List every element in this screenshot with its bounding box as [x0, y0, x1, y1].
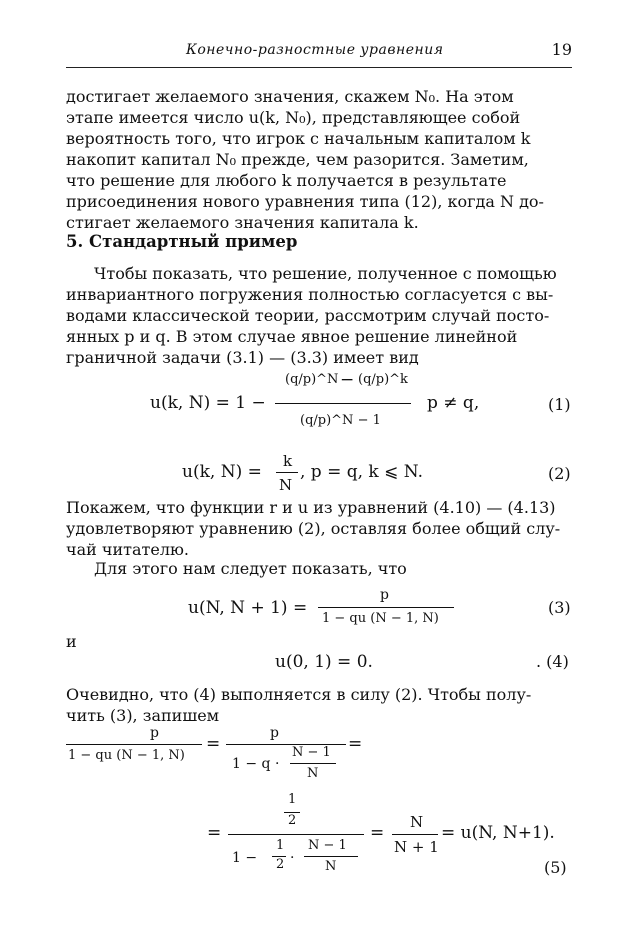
paragraph-4: [66, 558, 572, 579]
text-line: этапе имеется число u(k, N₀), представляющее собой: [66, 108, 521, 127]
eq4-text: u(0, 1) = 0.: [275, 652, 373, 672]
eq2-fraction-den: N: [279, 476, 293, 494]
eq3-fraction-num: p: [380, 587, 389, 603]
text-line: Очевидно, что (4) выполняется в силу (2). Чтобы полу-: [66, 685, 532, 704]
eq5-f2-den-den: N: [307, 766, 319, 781]
eq5-number: (5): [544, 858, 567, 877]
eq1-fraction-bar: [275, 403, 411, 404]
text-line: Для этого нам следует показать, что: [94, 559, 407, 578]
text-line: Покажем, что функции r и u из уравнений (4.10) — (4.13): [66, 498, 556, 517]
eq5-tail: = u(N, N+1).: [441, 823, 555, 843]
running-title: Конечно-разностные уравнения: [186, 42, 444, 58]
paragraph-1: [66, 86, 572, 233]
eq5-f3-den-den: N: [325, 859, 337, 874]
eq5-f3-den-num: N − 1: [308, 838, 347, 853]
eq3-lhs: u(N, N + 1) =: [188, 598, 308, 618]
text-line: водами классической теории, рассмотрим случай посто-: [66, 306, 550, 325]
eq1-condition: p ≠ q,: [427, 393, 480, 413]
eq2-fraction-bar: [276, 472, 298, 473]
conjunction-and: и: [66, 632, 77, 651]
text-line: присоединения нового уравнения типа (12), когда N до-: [66, 192, 544, 211]
eq5-equals-2: =: [348, 734, 363, 754]
text-line: достигает желаемого значения, скажем N₀. На этом: [66, 87, 514, 106]
eq5-equals-1: =: [206, 734, 221, 754]
text-line: накопит капитал N₀ прежде, чем разорится. Заметим,: [66, 150, 529, 169]
eq3-fraction-den: 1 − qu (N − 1, N): [322, 611, 439, 626]
eq5-f3-half-den: 2: [288, 813, 297, 828]
eq2-fraction-num: k: [283, 452, 293, 470]
eq5-f3-bar: [228, 834, 364, 835]
eq5-f2-den-num: N − 1: [292, 745, 331, 760]
eq1-numerator-left: (q/p)^N: [285, 372, 339, 387]
eq2-lhs: u(k, N) =: [182, 462, 262, 482]
eq5-f4-num: N: [410, 813, 424, 831]
eq1-lhs: u(k, N) = 1 −: [150, 393, 266, 413]
text-line: стигает желаемого значения капитала k.: [66, 213, 419, 232]
eq5-f4-den: N + 1: [394, 838, 439, 856]
eq5-f2-num: p: [270, 725, 279, 741]
eq5-f1-den: 1 − qu (N − 1, N): [68, 748, 185, 763]
text-line: удовлетворяют уравнению (2), оставляя более общий слу-: [66, 519, 561, 538]
eq1-minus: −: [340, 370, 355, 390]
eq5-f2-den-pre: 1 − q ·: [232, 756, 280, 772]
eq1-denominator: (q/p)^N − 1: [300, 413, 381, 428]
eq1-number: (1): [548, 395, 571, 414]
eq3-number: (3): [548, 598, 571, 617]
eq5-f2-den-bar: [290, 763, 336, 764]
paragraph-3: [66, 497, 572, 560]
eq1-numerator-right: (q/p)^k: [358, 372, 408, 387]
eq2-condition: , p = q, k ⩽ N.: [300, 462, 423, 482]
eq5-equals-3: =: [207, 823, 222, 843]
eq5-f3-dot: ·: [290, 850, 295, 866]
text-line: чай читателю.: [66, 540, 189, 559]
eq5-f1-num: p: [150, 725, 159, 741]
eq4-number: . (4): [536, 652, 569, 671]
text-line: инвариантного погружения полностью согласуется с вы-: [66, 285, 554, 304]
page-number: 19: [551, 40, 572, 59]
eq5-f3-den-bar: [304, 856, 358, 857]
eq2-number: (2): [548, 464, 571, 483]
eq5-f3-num: [282, 792, 304, 828]
paragraph-2: [66, 263, 572, 368]
header-rule: [66, 67, 572, 68]
text-line: Чтобы показать, что решение, полученное с помощью: [94, 264, 557, 283]
eq5-f3-half-num: 1: [288, 792, 297, 807]
eq5-f1-bar: [66, 744, 202, 745]
running-header: [66, 40, 572, 64]
paragraph-5: [66, 684, 572, 726]
eq5-f4-bar: [392, 834, 438, 835]
text-line: янных p и q. В этом случае явное решение линейной: [66, 327, 518, 346]
eq5-f3-den-pre: 1 −: [232, 850, 258, 866]
text-line: вероятность того, что игрок с начальным капиталом k: [66, 129, 531, 148]
text-line: чить (3), запишем: [66, 706, 220, 725]
eq3-fraction-bar: [318, 607, 454, 608]
eq5-equals-4: =: [370, 823, 385, 843]
text-line: граничной задачи (3.1) — (3.3) имеет вид: [66, 348, 419, 367]
eq5-f3-den-half-num: 1: [276, 838, 285, 853]
eq5-f3-den-half-den: 2: [276, 857, 285, 872]
text-line: что решение для любого k получается в результате: [66, 171, 507, 190]
section-heading: 5. Стандартный пример: [66, 232, 298, 251]
